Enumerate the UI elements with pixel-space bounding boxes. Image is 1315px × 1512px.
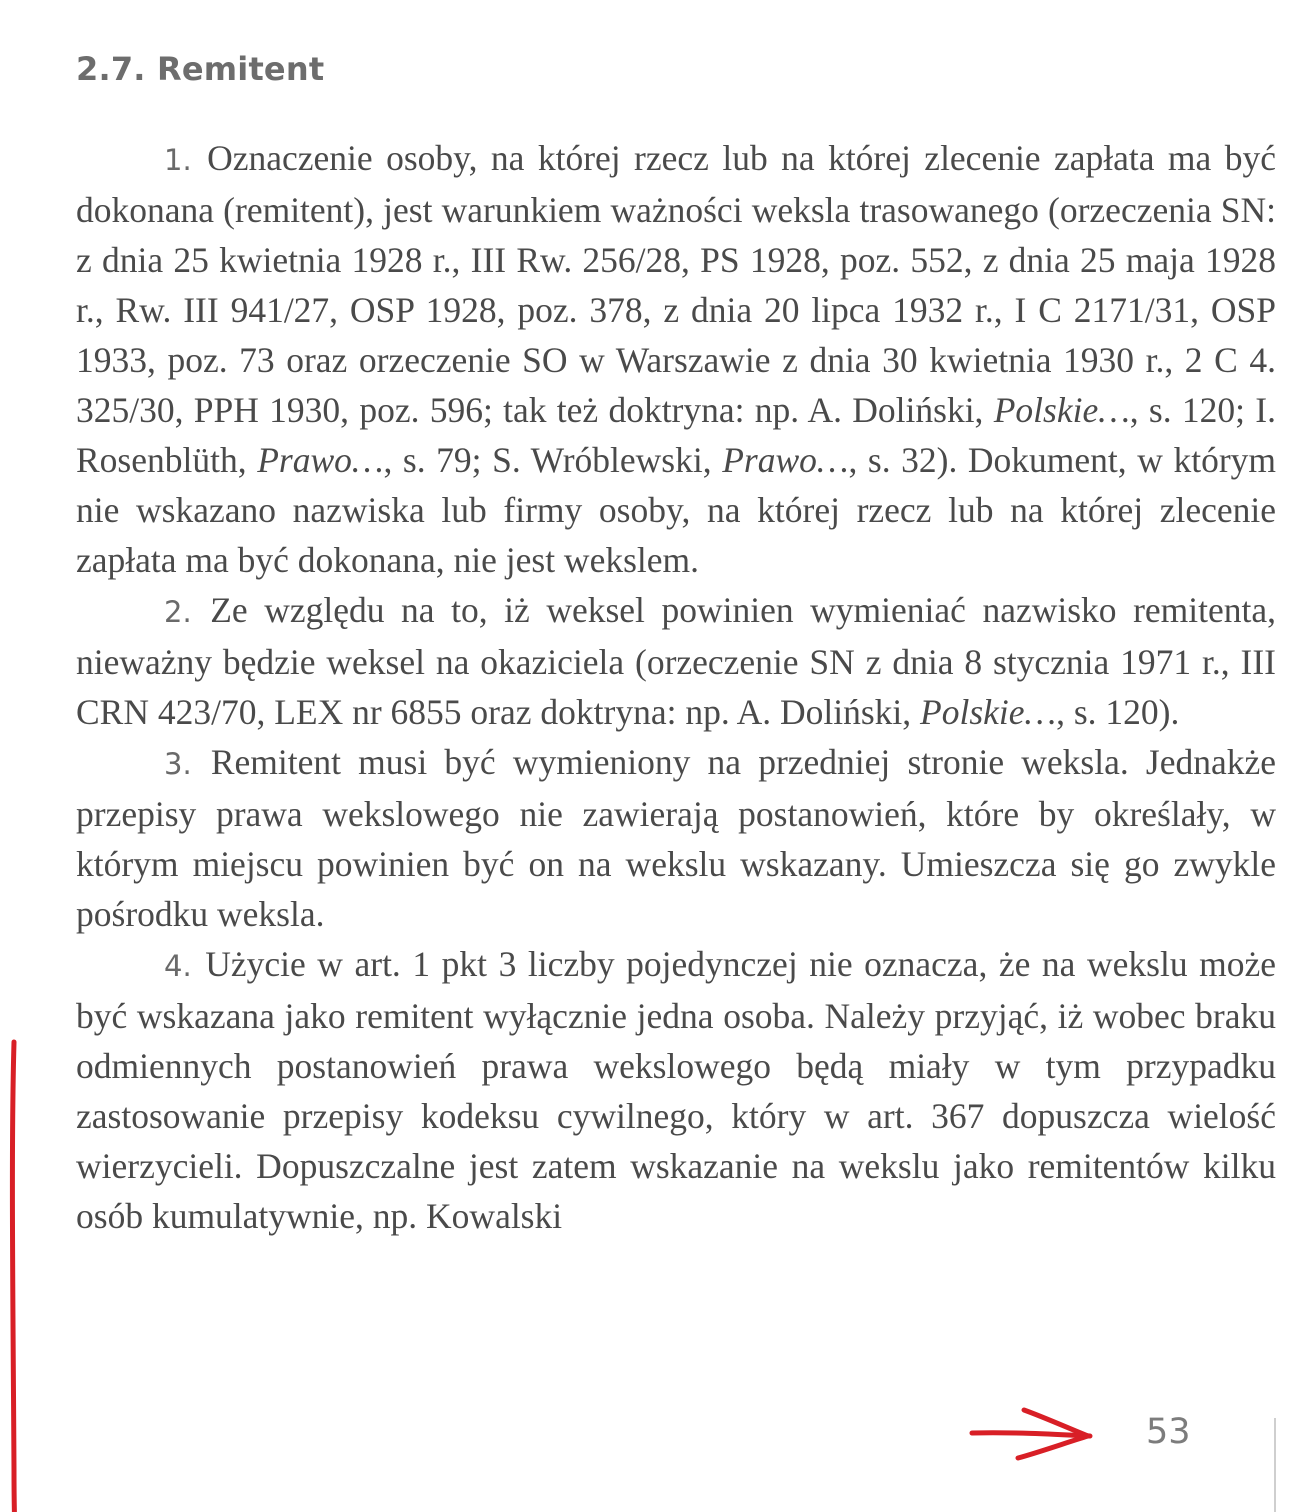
text-segment: Remitent musi być wymieniony na przedniej stronie weksla. Jednakże przepisy prawa wekslowego nie zawierają postanowień, które by określały, w którym miejscu powinien być on na wekslu wskazany. Umieszcza się go zwykle pośrodku weksla. xyxy=(76,742,1276,934)
paragraph-number: 3. xyxy=(164,747,192,781)
text-segment: , s. 32). Dokument, w którym nie wskazano nazwiska lub firmy osoby, na której rzecz lub na której zlecenie zapłata ma być dokonana, nie jest wekslem. xyxy=(76,440,1276,580)
text-segment: Ze względu na to, iż weksel powinien wymieniać nazwisko remitenta, nieważny będzie weksel na okaziciela (orzeczenie SN z dnia 8 stycznia 1971 r., III CRN 423/70, LEX nr 6855 oraz doktryna: np. A. Doliński, xyxy=(76,590,1276,732)
body-text xyxy=(76,133,1276,1241)
citation-title: Prawo… xyxy=(722,440,849,480)
paragraph-4 xyxy=(76,939,1276,1241)
citation-title: Polskie… xyxy=(920,692,1057,732)
text-segment: Oznaczenie osoby, na której rzecz lub na której zlecenie zapłata ma być dokonana (remitent), jest warunkiem ważności weksla trasowanego (orzeczenia SN: z dnia 25 kwietnia 1928 r., III Rw. 256/28, PS 1928, poz. 552, z dnia 25 maja 1928 r., Rw. III 941/27, OSP 1928, poz. 378, z dnia 20 lipca 1932 r., I C 2171/31, OSP 1933, poz. 73 oraz orzeczenie SO w Warszawie z dnia 30 kwietnia 1930 r., 2 C 4. 325/30, PPH 1930, poz. 596; tak też doktryna: np. A. Doliński, xyxy=(76,138,1276,430)
page-number: 53 xyxy=(1146,1412,1191,1452)
paragraph-number: 1. xyxy=(164,143,192,177)
text-segment: , s. 79; S. Wróblewski, xyxy=(383,440,723,480)
arrow-shaft xyxy=(972,1433,1090,1436)
paragraph-3 xyxy=(76,737,1276,939)
margin-bracket-mark xyxy=(12,1042,36,1512)
citation-title: Polskie… xyxy=(993,390,1130,430)
arrow-icon xyxy=(972,1410,1090,1458)
text-segment: , s. 120; I. Rosenblüth, xyxy=(76,390,1276,480)
text-segment: Użycie w art. 1 pkt 3 liczby pojedynczej nie oznacza, że na wekslu może być wskazana jako remitent wyłącznie jedna osoba. Należy przyjąć, iż wobec braku odmiennych postanowień prawa wekslowego będą miały w tym przypadku zastosowanie przepisy kodeksu cywilnego, który w art. 367 dopuszcza wielość wierzycieli. Dopuszczalne jest zatem wskazanie na wekslu jako remitentów kilku osób kumulatywnie, np. Kowalski xyxy=(76,944,1276,1236)
paragraph-2 xyxy=(76,585,1276,737)
section-title: 2.7. Remitent xyxy=(76,50,325,88)
arrow-head-lower xyxy=(1018,1436,1088,1458)
paragraph-number: 2. xyxy=(164,595,192,629)
page-edge-line xyxy=(1274,1418,1276,1512)
paragraph-number: 4. xyxy=(164,949,192,983)
paragraph-1 xyxy=(76,133,1276,585)
text-segment: , s. 120). xyxy=(1056,692,1180,732)
citation-title: Prawo… xyxy=(257,440,384,480)
arrow-head-upper xyxy=(1024,1410,1088,1436)
